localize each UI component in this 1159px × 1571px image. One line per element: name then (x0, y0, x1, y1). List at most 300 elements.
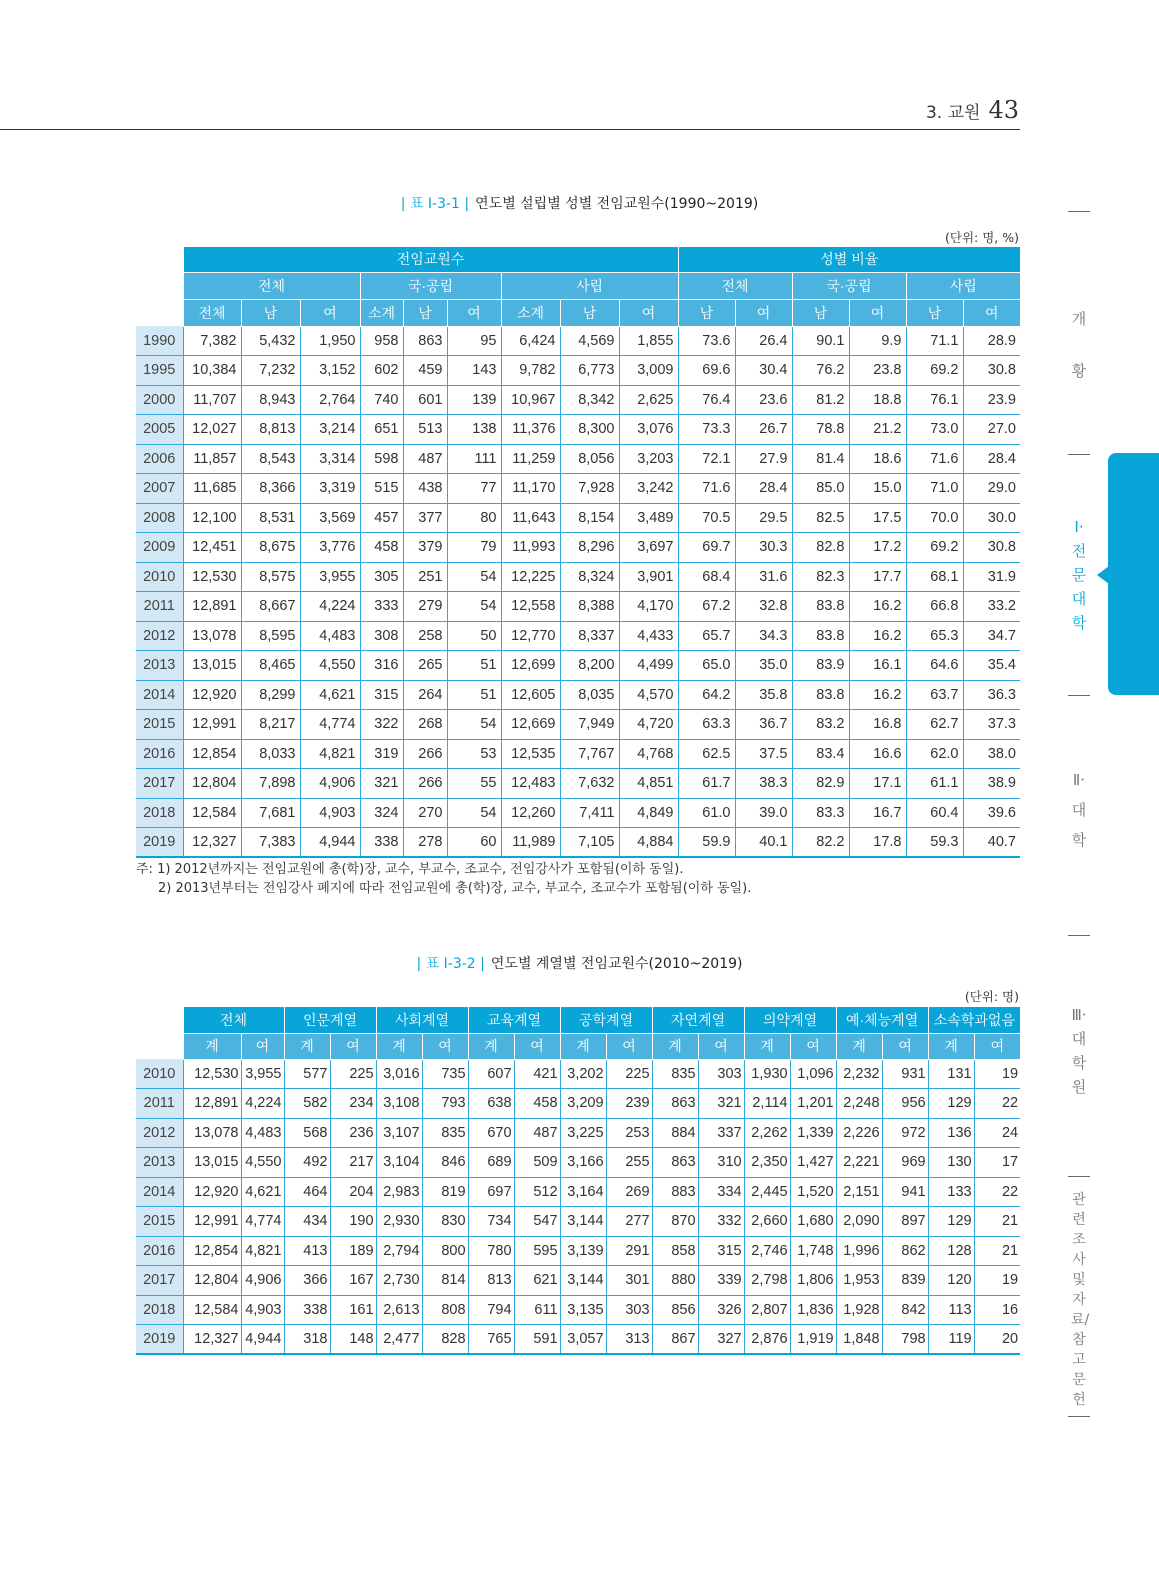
data-cell: 35.0 (735, 651, 792, 681)
data-cell: 234 (330, 1089, 376, 1119)
data-cell: 12,558 (501, 592, 560, 622)
group-header: 인문계열 (284, 1007, 376, 1033)
sidebar-divider (1068, 1416, 1090, 1417)
table-row (136, 326, 1020, 356)
data-cell: 591 (514, 1325, 560, 1355)
column-header: 여 (447, 299, 501, 326)
data-cell: 32.8 (735, 592, 792, 622)
data-cell: 3,057 (560, 1325, 606, 1355)
data-cell: 81.2 (792, 385, 849, 415)
data-cell: 54 (447, 710, 501, 740)
sidebar-divider (1068, 695, 1090, 696)
sidebar-item-overview[interactable] (1068, 293, 1090, 397)
data-cell: 51 (447, 680, 501, 710)
data-cell: 334 (698, 1177, 744, 1207)
table-row (136, 592, 1020, 622)
data-cell: 1,928 (836, 1295, 882, 1325)
data-cell: 8,035 (560, 680, 619, 710)
data-cell: 12,991 (183, 710, 241, 740)
data-cell: 303 (698, 1059, 744, 1089)
year-cell: 2013 (136, 1148, 183, 1178)
data-cell: 36.7 (735, 710, 792, 740)
data-cell: 266 (403, 739, 447, 769)
data-cell: 337 (698, 1118, 744, 1148)
data-cell: 31.9 (963, 562, 1020, 592)
data-cell: 128 (928, 1236, 974, 1266)
data-cell: 846 (422, 1148, 468, 1178)
data-cell: 12,327 (183, 828, 241, 858)
data-cell: 316 (360, 651, 403, 681)
data-cell: 39.6 (963, 798, 1020, 828)
data-cell: 270 (403, 798, 447, 828)
data-cell: 51 (447, 651, 501, 681)
column-header: 여 (514, 1033, 560, 1059)
data-cell: 621 (514, 1266, 560, 1296)
data-cell: 83.8 (792, 621, 849, 651)
data-cell: 3,166 (560, 1148, 606, 1178)
data-cell: 11,707 (183, 385, 241, 415)
data-cell: 931 (882, 1059, 928, 1089)
data-cell: 2,090 (836, 1207, 882, 1237)
data-cell: 862 (882, 1236, 928, 1266)
column-header: 여 (422, 1033, 468, 1059)
data-cell: 258 (403, 621, 447, 651)
chapter-title: 3. 교원 (925, 103, 981, 123)
data-cell: 54 (447, 798, 501, 828)
data-cell: 16.7 (849, 798, 906, 828)
data-cell: 129 (928, 1207, 974, 1237)
data-cell: 1,996 (836, 1236, 882, 1266)
data-cell: 82.9 (792, 769, 849, 799)
data-cell: 12,770 (501, 621, 560, 651)
data-cell: 53 (447, 739, 501, 769)
data-cell: 1,427 (790, 1148, 836, 1178)
data-cell: 28.4 (735, 474, 792, 504)
header-row (136, 272, 1020, 299)
data-cell: 65.0 (678, 651, 735, 681)
data-cell: 59.9 (678, 828, 735, 858)
data-cell: 4,550 (241, 1148, 284, 1178)
data-cell: 27.0 (963, 415, 1020, 445)
data-cell: 31.6 (735, 562, 792, 592)
data-cell: 8,154 (560, 503, 619, 533)
data-cell: 66.8 (906, 592, 963, 622)
data-cell: 33.2 (963, 592, 1020, 622)
data-cell: 310 (698, 1148, 744, 1178)
data-cell: 12,669 (501, 710, 560, 740)
data-cell: 21 (974, 1236, 1020, 1266)
data-cell: 23.8 (849, 356, 906, 386)
table-row (136, 415, 1020, 445)
data-cell: 133 (928, 1177, 974, 1207)
column-header: 계 (560, 1033, 606, 1059)
table-row (136, 739, 1020, 769)
column-header: 여 (790, 1033, 836, 1059)
year-cell: 2013 (136, 651, 183, 681)
sidebar-item-university[interactable] (1068, 765, 1090, 855)
data-cell: 73.0 (906, 415, 963, 445)
data-cell: 839 (882, 1266, 928, 1296)
data-cell: 3,776 (300, 533, 360, 563)
data-cell: 301 (606, 1266, 652, 1296)
data-cell: 37.5 (735, 739, 792, 769)
data-cell: 8,056 (560, 444, 619, 474)
data-cell: 4,903 (300, 798, 360, 828)
data-cell: 338 (360, 828, 403, 858)
data-cell: 81.4 (792, 444, 849, 474)
data-cell: 318 (284, 1325, 330, 1355)
data-cell: 366 (284, 1266, 330, 1296)
sidebar-divider (1068, 935, 1090, 936)
data-cell: 4,884 (619, 828, 678, 858)
data-cell: 319 (360, 739, 403, 769)
data-cell: 268 (403, 710, 447, 740)
year-cell: 2017 (136, 769, 183, 799)
data-cell: 4,433 (619, 621, 678, 651)
data-cell: 83.9 (792, 651, 849, 681)
column-header: 남 (678, 299, 735, 326)
data-cell: 251 (403, 562, 447, 592)
data-cell: 3,955 (241, 1059, 284, 1089)
data-cell: 80 (447, 503, 501, 533)
group-header: 공학계열 (560, 1007, 652, 1033)
table-row (136, 1118, 1020, 1148)
data-cell: 8,324 (560, 562, 619, 592)
sidebar-divider (1068, 211, 1090, 212)
data-cell: 379 (403, 533, 447, 563)
data-cell: 189 (330, 1236, 376, 1266)
column-header: 계 (468, 1033, 514, 1059)
sidebar-item-label: Ⅰ·전문대학 (1071, 518, 1087, 632)
table-row (136, 769, 1020, 799)
data-cell: 40.1 (735, 828, 792, 858)
data-cell: 279 (403, 592, 447, 622)
data-cell: 458 (360, 533, 403, 563)
data-cell: 9,782 (501, 356, 560, 386)
data-cell: 3,108 (376, 1089, 422, 1119)
data-cell: 735 (422, 1059, 468, 1089)
data-cell: 11,376 (501, 415, 560, 445)
data-cell: 12,530 (183, 562, 241, 592)
data-cell: 4,483 (300, 621, 360, 651)
column-header: 여 (698, 1033, 744, 1059)
data-cell: 61.7 (678, 769, 735, 799)
data-cell: 69.6 (678, 356, 735, 386)
table-row (136, 533, 1020, 563)
sidebar-item-references[interactable] (1068, 1190, 1090, 1410)
data-cell: 12,920 (183, 680, 241, 710)
data-cell: 54 (447, 562, 501, 592)
column-header: 남 (906, 299, 963, 326)
data-cell: 315 (360, 680, 403, 710)
data-cell: 1,748 (790, 1236, 836, 1266)
data-cell: 800 (422, 1236, 468, 1266)
data-cell: 765 (468, 1325, 514, 1355)
corner-cell (136, 1007, 183, 1059)
data-cell: 3,203 (619, 444, 678, 474)
column-header: 여 (330, 1033, 376, 1059)
data-cell: 12,891 (183, 592, 241, 622)
data-cell: 13,078 (183, 621, 241, 651)
data-cell: 17.5 (849, 503, 906, 533)
data-cell: 2,114 (744, 1089, 790, 1119)
data-cell: 7,681 (241, 798, 300, 828)
table2-caption (0, 953, 1159, 973)
table-row (136, 828, 1020, 858)
data-cell: 19 (974, 1266, 1020, 1296)
data-cell: 3,107 (376, 1118, 422, 1148)
header-row (136, 1007, 1020, 1033)
data-cell: 828 (422, 1325, 468, 1355)
data-cell: 16 (974, 1295, 1020, 1325)
data-cell: 7,632 (560, 769, 619, 799)
sidebar-item-graduate-school[interactable] (1068, 1003, 1090, 1099)
data-cell: 65.3 (906, 621, 963, 651)
data-cell: 956 (882, 1089, 928, 1119)
data-cell: 1,848 (836, 1325, 882, 1355)
table2-unit: (단위: 명) (964, 989, 1019, 1004)
data-cell: 2,798 (744, 1266, 790, 1296)
year-cell: 2008 (136, 503, 183, 533)
data-cell: 4,768 (619, 739, 678, 769)
column-header: 계 (183, 1033, 241, 1059)
data-cell: 3,955 (300, 562, 360, 592)
data-cell: 2,226 (836, 1118, 882, 1148)
data-cell: 3,225 (560, 1118, 606, 1148)
data-cell: 17.7 (849, 562, 906, 592)
data-cell: 266 (403, 769, 447, 799)
data-cell: 76.4 (678, 385, 735, 415)
data-cell: 595 (514, 1236, 560, 1266)
group-header: 사회계열 (376, 1007, 468, 1033)
sidebar-item-label: 관련조사 및 자료/참고문헌 (1071, 1192, 1090, 1408)
column-header: 계 (744, 1033, 790, 1059)
data-cell: 12,920 (183, 1177, 241, 1207)
data-cell: 3,697 (619, 533, 678, 563)
data-cell: 835 (422, 1118, 468, 1148)
data-cell: 120 (928, 1266, 974, 1296)
data-cell: 4,569 (560, 326, 619, 356)
column-header: 소계 (360, 299, 403, 326)
table2 (136, 1007, 1020, 1355)
data-cell: 8,033 (241, 739, 300, 769)
data-cell: 70.0 (906, 503, 963, 533)
data-cell: 459 (403, 356, 447, 386)
data-cell: 22 (974, 1089, 1020, 1119)
data-cell: 3,104 (376, 1148, 422, 1178)
data-cell: 82.3 (792, 562, 849, 592)
data-cell: 95 (447, 326, 501, 356)
data-cell: 842 (882, 1295, 928, 1325)
data-cell: 4,906 (241, 1266, 284, 1296)
column-header: 여 (619, 299, 678, 326)
data-cell: 601 (403, 385, 447, 415)
data-cell: 68.4 (678, 562, 735, 592)
data-cell: 83.8 (792, 592, 849, 622)
data-cell: 798 (882, 1325, 928, 1355)
data-cell: 835 (652, 1059, 698, 1089)
data-cell: 27.9 (735, 444, 792, 474)
data-cell: 4,849 (619, 798, 678, 828)
data-cell: 11,857 (183, 444, 241, 474)
data-cell: 3,076 (619, 415, 678, 445)
data-cell: 305 (360, 562, 403, 592)
data-cell: 71.0 (906, 474, 963, 504)
data-cell: 111 (447, 444, 501, 474)
year-cell: 1990 (136, 326, 183, 356)
group-header: 소속학과없음 (928, 1007, 1020, 1033)
data-cell: 61.0 (678, 798, 735, 828)
data-cell: 2,876 (744, 1325, 790, 1355)
data-cell: 582 (284, 1089, 330, 1119)
data-cell: 4,944 (241, 1325, 284, 1355)
data-cell: 239 (606, 1089, 652, 1119)
data-cell: 2,232 (836, 1059, 882, 1089)
data-cell: 34.3 (735, 621, 792, 651)
data-cell: 4,170 (619, 592, 678, 622)
data-cell: 15.0 (849, 474, 906, 504)
year-cell: 2019 (136, 1325, 183, 1355)
data-cell: 8,543 (241, 444, 300, 474)
data-cell: 17.1 (849, 769, 906, 799)
data-cell: 82.8 (792, 533, 849, 563)
table-row (136, 798, 1020, 828)
column-header: 여 (735, 299, 792, 326)
data-cell: 11,170 (501, 474, 560, 504)
data-cell: 883 (652, 1177, 698, 1207)
data-cell: 7,949 (560, 710, 619, 740)
data-cell: 5,432 (241, 326, 300, 356)
data-cell: 4,550 (300, 651, 360, 681)
data-cell: 689 (468, 1148, 514, 1178)
data-cell: 217 (330, 1148, 376, 1178)
data-cell: 16.2 (849, 592, 906, 622)
data-cell: 63.7 (906, 680, 963, 710)
year-cell: 2015 (136, 1207, 183, 1237)
note-1: 주: 1) 2012년까지는 전임교원에 총(학)장, 교수, 부교수, 조교수, 전임강사가 포함됨(이하 동일). (136, 862, 684, 877)
year-cell: 2006 (136, 444, 183, 474)
data-cell: 11,685 (183, 474, 241, 504)
data-cell: 8,300 (560, 415, 619, 445)
data-cell: 515 (360, 474, 403, 504)
table1-unit: (단위: 명, %) (945, 230, 1019, 245)
data-cell: 67.2 (678, 592, 735, 622)
data-cell: 131 (928, 1059, 974, 1089)
data-cell: 82.5 (792, 503, 849, 533)
data-cell: 12,854 (183, 1236, 241, 1266)
table-row (136, 680, 1020, 710)
data-cell: 8,366 (241, 474, 300, 504)
year-cell: 2009 (136, 533, 183, 563)
data-cell: 62.5 (678, 739, 735, 769)
data-cell: 39.0 (735, 798, 792, 828)
data-cell: 18.6 (849, 444, 906, 474)
data-cell: 12,699 (501, 651, 560, 681)
data-cell: 83.8 (792, 680, 849, 710)
data-cell: 377 (403, 503, 447, 533)
data-cell: 2,262 (744, 1118, 790, 1148)
data-cell: 7,767 (560, 739, 619, 769)
data-cell: 12,225 (501, 562, 560, 592)
data-cell: 78.8 (792, 415, 849, 445)
data-cell: 856 (652, 1295, 698, 1325)
table2-label: | 표 Ⅰ-3-2 | (416, 956, 485, 972)
data-cell: 602 (360, 356, 403, 386)
column-header: 여 (974, 1033, 1020, 1059)
table-row (136, 444, 1020, 474)
data-cell: 3,489 (619, 503, 678, 533)
data-cell: 1,930 (744, 1059, 790, 1089)
table-row (136, 1295, 1020, 1325)
data-cell: 9.9 (849, 326, 906, 356)
data-cell: 69.2 (906, 356, 963, 386)
data-cell: 69.2 (906, 533, 963, 563)
data-cell: 291 (606, 1236, 652, 1266)
data-cell: 4,224 (300, 592, 360, 622)
sidebar-item-junior-college[interactable] (1068, 515, 1090, 635)
data-cell: 23.9 (963, 385, 1020, 415)
table2-title: 연도별 계열별 전임교원수(2010~2019) (490, 956, 743, 972)
data-cell: 4,774 (241, 1207, 284, 1237)
year-cell: 1995 (136, 356, 183, 386)
column-header: 여 (849, 299, 906, 326)
data-cell: 16.6 (849, 739, 906, 769)
data-cell: 808 (422, 1295, 468, 1325)
data-cell: 3,152 (300, 356, 360, 386)
data-cell: 167 (330, 1266, 376, 1296)
table-row (136, 710, 1020, 740)
data-cell: 40.7 (963, 828, 1020, 858)
data-cell: 863 (403, 326, 447, 356)
data-cell: 12,027 (183, 415, 241, 445)
data-cell: 830 (422, 1207, 468, 1237)
data-cell: 35.4 (963, 651, 1020, 681)
data-cell: 6,424 (501, 326, 560, 356)
data-cell: 253 (606, 1118, 652, 1148)
data-cell: 38.0 (963, 739, 1020, 769)
data-cell: 83.3 (792, 798, 849, 828)
column-header: 여 (241, 1033, 284, 1059)
group-header: 성별 비율 (678, 247, 1020, 272)
data-cell: 969 (882, 1148, 928, 1178)
data-cell: 90.1 (792, 326, 849, 356)
column-header: 남 (241, 299, 300, 326)
data-cell: 863 (652, 1148, 698, 1178)
data-cell: 190 (330, 1207, 376, 1237)
data-cell: 4,906 (300, 769, 360, 799)
data-cell: 740 (360, 385, 403, 415)
subgroup-header: 전체 (183, 272, 360, 299)
data-cell: 2,746 (744, 1236, 790, 1266)
data-cell: 1,836 (790, 1295, 836, 1325)
table1-title: 연도별 설립별 성별 전임교원수(1990~2019) (475, 196, 759, 212)
data-cell: 333 (360, 592, 403, 622)
table1 (136, 247, 1020, 858)
data-cell: 8,575 (241, 562, 300, 592)
data-cell: 513 (403, 415, 447, 445)
data-cell: 59.3 (906, 828, 963, 858)
data-cell: 2,807 (744, 1295, 790, 1325)
data-cell: 3,135 (560, 1295, 606, 1325)
data-cell: 60 (447, 828, 501, 858)
year-cell: 2016 (136, 739, 183, 769)
column-header: 계 (652, 1033, 698, 1059)
data-cell: 82.2 (792, 828, 849, 858)
data-cell: 148 (330, 1325, 376, 1355)
header-row (136, 1033, 1020, 1059)
data-cell: 321 (698, 1089, 744, 1119)
table-row (136, 385, 1020, 415)
